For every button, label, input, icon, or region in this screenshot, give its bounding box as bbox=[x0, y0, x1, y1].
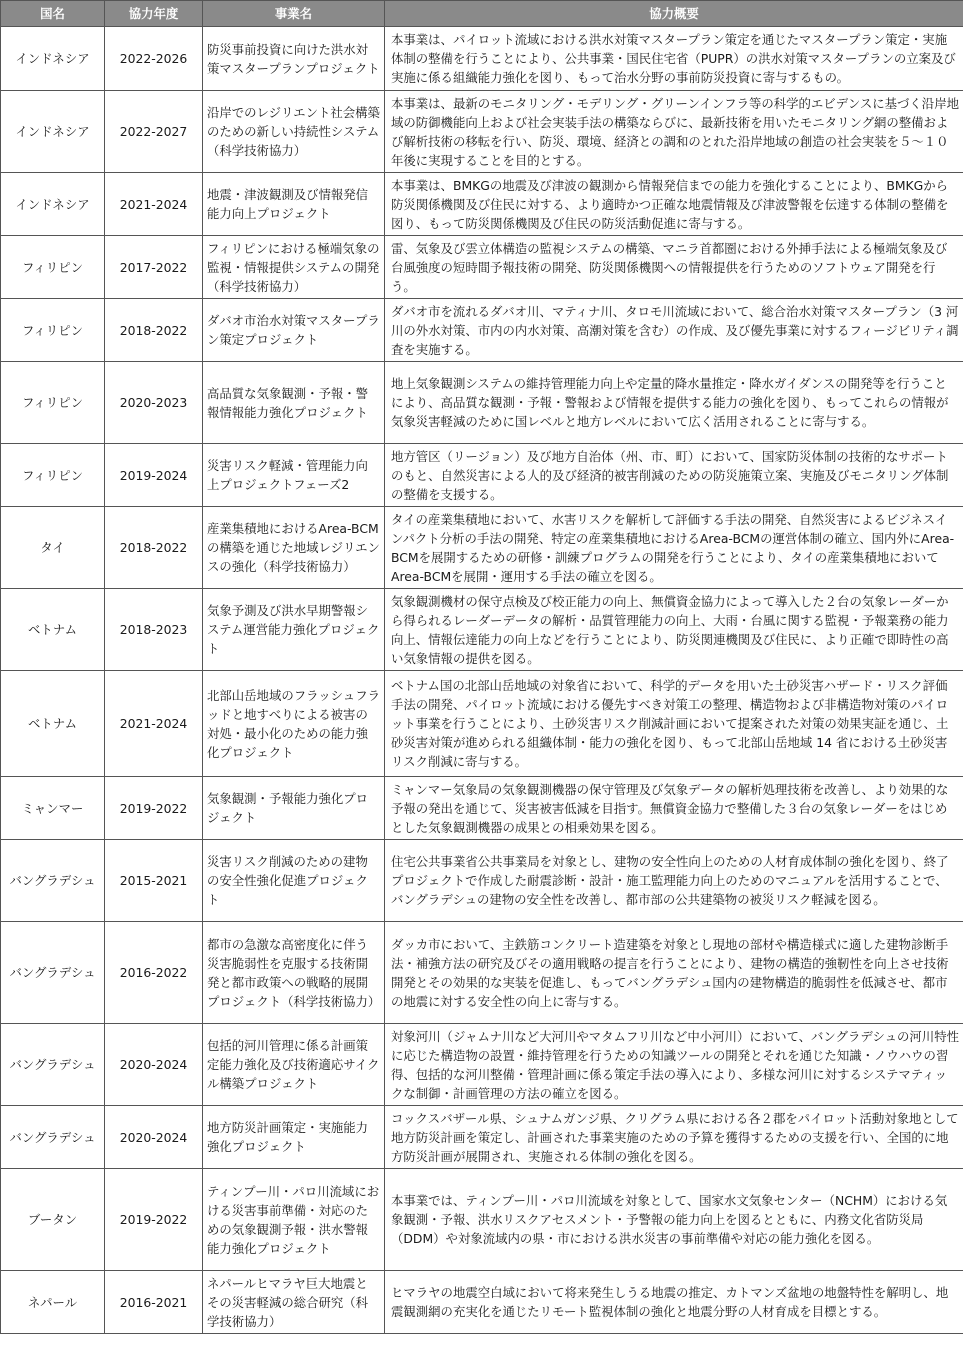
table-row bbox=[1, 444, 963, 507]
cell-year: 2019-2022 bbox=[105, 777, 203, 840]
cell-summary: ベトナム国の北部山岳地域の対象省において、科学的データを用いた土砂災害ハザード・リスク評価手法の開発、パイロット流域における優先すべき対策工の整理、構造物および非構造物対策のパイロット事業を行うことにより、土砂災害リスク削減計画において提案された対策の効果実証を通じ、土砂災害対策が進められる組織体制・能力の強化を図り、もって北部山岳地域 14 省における土砂災害リスク削減に寄与する。 bbox=[385, 671, 963, 777]
cell-year: 2018-2023 bbox=[105, 589, 203, 671]
table-row bbox=[1, 922, 963, 1024]
cell-year: 2021-2024 bbox=[105, 671, 203, 777]
cell-project: 地方防災計画策定・実施能力強化プロジェクト bbox=[203, 1106, 385, 1169]
cell-summary: ヒマラヤの地震空白域において将来発生しうる地震の推定、カトマンズ盆地の地盤特性を解明し、地震観測網の充実化を通じたリモート監視体制の強化と地震分野の人材育成を目標とする。 bbox=[385, 1271, 963, 1334]
header-country: 国名 bbox=[1, 1, 105, 27]
table-row bbox=[1, 1271, 963, 1334]
cell-year: 2017-2022 bbox=[105, 236, 203, 299]
cell-project: 地震・津波観測及び情報発信能力向上プロジェクト bbox=[203, 173, 385, 236]
cell-project: 都市の急激な高密度化に伴う災害脆弱性を克服する技術開発と都市政策への戦略的展開プロジェクト（科学技術協力） bbox=[203, 922, 385, 1024]
cell-year: 2020-2023 bbox=[105, 362, 203, 444]
cell-country: フィリピン bbox=[1, 362, 105, 444]
table-row bbox=[1, 91, 963, 173]
cell-country: フィリピン bbox=[1, 236, 105, 299]
cell-country: ブータン bbox=[1, 1169, 105, 1271]
cell-country: バングラデシュ bbox=[1, 1106, 105, 1169]
cell-country: ベトナム bbox=[1, 671, 105, 777]
cell-year: 2022-2026 bbox=[105, 27, 203, 91]
cell-summary: ミャンマー気象局の気象観測機器の保守管理及び気象データの解析処理技術を改善し、より効果的な予報の発出を通じて、災害被害低減を目指す。無償資金協力で整備した３台の気象レーダーをはじめとした気象観測機器の成果との相乗効果を図る。 bbox=[385, 777, 963, 840]
cell-country: フィリピン bbox=[1, 444, 105, 507]
cell-summary: タイの産業集積地において、水害リスクを解析して評価する手法の開発、自然災害によるビジネスインパクト分析の手法の開発、特定の産業集積地におけるArea-BCMの運営体制の確立、国内外にArea-BCMを展開するための研修・訓練プログラムの開発を行うことにより、タイの産業集積地においてArea-BCMを展開・運用する手法の確立を図る。 bbox=[385, 507, 963, 589]
cell-summary: 気象観測機材の保守点検及び校正能力の向上、無償資金協力によって導入した２台の気象レーダーから得られるレーダーデータの解析・品質管理能力の向上、大雨・台風に関する監視・予報業務の能力向上、情報伝達能力の向上などを行うことにより、防災関連機関及び住民に、より正確で即時性の高い気象情報の提供を図る。 bbox=[385, 589, 963, 671]
cell-project: 高品質な気象観測・予報・警報情報能力強化プロジェクト bbox=[203, 362, 385, 444]
cell-country: バングラデシュ bbox=[1, 840, 105, 922]
cell-year: 2022-2027 bbox=[105, 91, 203, 173]
cell-project: ダバオ市治水対策マスタープラン策定プロジェクト bbox=[203, 299, 385, 362]
cell-year: 2018-2022 bbox=[105, 507, 203, 589]
table-header-row bbox=[1, 1, 963, 27]
table-row bbox=[1, 236, 963, 299]
cell-year: 2020-2024 bbox=[105, 1106, 203, 1169]
cell-year: 2016-2022 bbox=[105, 922, 203, 1024]
cell-project: ティンプー川・パロ川流域における災害事前準備・対応のための気象観測予報・洪水警報能力強化プロジェクト bbox=[203, 1169, 385, 1271]
cell-year: 2016-2021 bbox=[105, 1271, 203, 1334]
header-year: 協力年度 bbox=[105, 1, 203, 27]
cell-year: 2020-2024 bbox=[105, 1024, 203, 1106]
cell-country: インドネシア bbox=[1, 27, 105, 91]
table-row bbox=[1, 299, 963, 362]
cell-project: 災害リスク削減のための建物の安全性強化促進プロジェクト bbox=[203, 840, 385, 922]
cell-country: ミャンマー bbox=[1, 777, 105, 840]
cell-summary: ダッカ市において、主鉄筋コンクリート造建築を対象とし現地の部材や構造様式に適した建物診断手法・補強方法の研究及びその適用戦略の提言を行うことにより、建物の構造的強靭性を向上させ技術開発とその効果的な実装を促進し、もってバングラデシュ国内の建物構造的脆弱性を低減させ、都市の地震に対する安全性の向上に寄与する。 bbox=[385, 922, 963, 1024]
cell-year: 2018-2022 bbox=[105, 299, 203, 362]
cell-project: 沿岸でのレジリエント社会構築のための新しい持続性システム（科学技術協力） bbox=[203, 91, 385, 173]
cell-project: 災害リスク軽減・管理能力向上プロジェクトフェーズ2 bbox=[203, 444, 385, 507]
table-row bbox=[1, 1024, 963, 1106]
cell-summary: 対象河川（ジャムナ川など大河川やマタムフリ川など中小河川）において、バングラデシュの河川特性に応じた構造物の設置・維持管理を行うための知識ツールの開発とそれを通じた知識・ノウハウの習得、包括的な河川整備・管理計画に係る策定手法の導入により、多様な河川に対するシステマティックな制御・計画管理の方法の確立を図る。 bbox=[385, 1024, 963, 1106]
table-row bbox=[1, 1169, 963, 1271]
table-row bbox=[1, 1106, 963, 1169]
table-row bbox=[1, 777, 963, 840]
cell-project: ネパールヒマラヤ巨大地震とその災害軽減の総合研究（科学技術協力） bbox=[203, 1271, 385, 1334]
cell-summary: 地方管区（リージョン）及び地方自治体（州、市、町）において、国家防災体制の技術的なサポートのもと、自然災害による人的及び経済的被害削減のための防災施策立案、実施及びモニタリング体制の整備を支援する。 bbox=[385, 444, 963, 507]
cell-country: インドネシア bbox=[1, 91, 105, 173]
cell-project: 気象観測・予報能力強化プロジェクト bbox=[203, 777, 385, 840]
cell-year: 2019-2024 bbox=[105, 444, 203, 507]
table-row bbox=[1, 362, 963, 444]
cell-project: 産業集積地におけるArea-BCMの構築を通じた地域レジリエンスの強化（科学技術協力） bbox=[203, 507, 385, 589]
cell-summary: 本事業は、パイロット流域における洪水対策マスタープラン策定を通じたマスタープラン策定・実施体制の整備を行うことにより、公共事業・国民住宅省（PUPR）の洪水対策マスタープランの立案及び実施に係る組織能力強化を図り、もって治水分野の事前防災投資に寄与するもの。 bbox=[385, 27, 963, 91]
cell-summary: コックスバザール県、シュナムガンジ県、クリグラム県における各２郡をパイロット活動対象地として地方防災計画を策定し、計画された事業実施のための予算を獲得するための支援を行い、全国的に地方防災計画が展開され、実施される体制の強化を図る。 bbox=[385, 1106, 963, 1169]
cell-summary: 本事業は、最新のモニタリング・モデリング・グリーンインフラ等の科学的エビデンスに基づく沿岸地域の防御機能向上および社会実装手法の構築ならびに、最新技術を用いたモニタリング網の整備および解析技術の移転を行い、防災、環境、経済との調和のとれた沿岸地域の創造の社会実装を５〜１０年後に実現することを目的とする。 bbox=[385, 91, 963, 173]
cell-summary: 本事業では、ティンプー川・パロ川流域を対象として、国家水文気象センター（NCHM）における気象観測・予報、洪水リスクアセスメント・予警報の能力向上を図るとともに、内務文化省防災局（DDM）や対象流域内の県・市における洪水災害の事前準備や対応の能力強化を図る。 bbox=[385, 1169, 963, 1271]
cell-project: 気象予測及び洪水早期警報システム運営能力強化プロジェクト bbox=[203, 589, 385, 671]
table-row bbox=[1, 173, 963, 236]
cell-summary: 住宅公共事業省公共事業局を対象とし、建物の安全性向上のための人材育成体制の強化を図り、終了プロジェクトで作成した耐震診断・設計・施工監理能力向上のためのマニュアルを活用することで、バングラデシュの建物の安全性を改善し、都市部の公共建築物の被災リスク軽減を図る。 bbox=[385, 840, 963, 922]
cell-project: 北部山岳地域のフラッシュフラッドと地すべりによる被害の対処・最小化のための能力強化プロジェクト bbox=[203, 671, 385, 777]
table-row bbox=[1, 27, 963, 91]
cell-project: フィリピンにおける極端気象の監視・情報提供システムの開発（科学技術協力） bbox=[203, 236, 385, 299]
table-row bbox=[1, 507, 963, 589]
cell-country: タイ bbox=[1, 507, 105, 589]
cell-country: ネパール bbox=[1, 1271, 105, 1334]
header-project: 事業名 bbox=[203, 1, 385, 27]
cell-summary: 地上気象観測システムの維持管理能力向上や定量的降水量推定・降水ガイダンスの開発等を行うことにより、高品質な観測・予報・警報および情報を提供する能力の強化を図り、もってこれらの情報が気象災害軽減のために国レベルと地方レベルにおいて広く活用されることに寄与する。 bbox=[385, 362, 963, 444]
cell-summary: 本事業は、BMKGの地震及び津波の観測から情報発信までの能力を強化することにより、BMKGから防災関係機関及び住民に対する、より適時かつ正確な地震情報及び津波警報を伝達する体制の整備を図り、もって防災関係機関及び住民の防災活動促進に寄与する。 bbox=[385, 173, 963, 236]
cell-year: 2015-2021 bbox=[105, 840, 203, 922]
table-row bbox=[1, 671, 963, 777]
cell-country: インドネシア bbox=[1, 173, 105, 236]
table-row bbox=[1, 840, 963, 922]
header-summary: 協力概要 bbox=[385, 1, 963, 27]
cell-country: フィリピン bbox=[1, 299, 105, 362]
cell-summary: 雷、気象及び雲立体構造の監視システムの構築、マニラ首都圏における外挿手法による極端気象及び台風強度の短時間予報技術の開発、防災関係機関への情報提供を行うためのソフトウェア開発を行う。 bbox=[385, 236, 963, 299]
cell-country: バングラデシュ bbox=[1, 1024, 105, 1106]
cell-project: 防災事前投資に向けた洪水対策マスタープランプロジェクト bbox=[203, 27, 385, 91]
cell-year: 2021-2024 bbox=[105, 173, 203, 236]
cell-project: 包括的河川管理に係る計画策定能力強化及び技術適応サイクル構築プロジェクト bbox=[203, 1024, 385, 1106]
table-row bbox=[1, 589, 963, 671]
cell-country: バングラデシュ bbox=[1, 922, 105, 1024]
cell-summary: ダバオ市を流れるダバオ川、マティナ川、タロモ川流域において、総合治水対策マスタープラン（3 河川の外水対策、市内の内水対策、高潮対策を含む）の作成、及び優先事業に対するフィージビリティ調査を実施する。 bbox=[385, 299, 963, 362]
cell-country: ベトナム bbox=[1, 589, 105, 671]
cell-year: 2019-2022 bbox=[105, 1169, 203, 1271]
